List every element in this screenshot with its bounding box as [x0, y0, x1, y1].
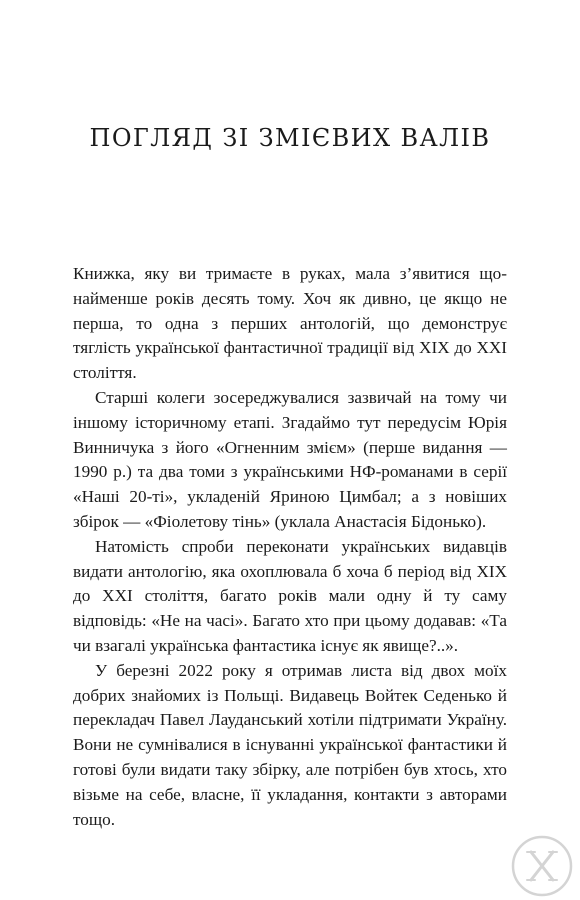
paragraph-3: Натомість спроби переконати українських видавців видати антологію, яка охоплювала б хоча б період від ХІХ до ХХІ століття, багато років мали одну й ту саму відповідь: «Не на часі». Багато хто при цьому додавав: «Та чи взагалі українська фантастика існує як явище?..». — [73, 536, 507, 655]
circle-x-seal-icon — [510, 834, 574, 898]
paragraph-1: Книжка, яку ви тримаєте в руках, мала з’явитися щонайменше років десять тому. Хоч як дивно, це якщо не перша, то одна з перших антологій, що демонструє тяглість української фантастичної традиції від ХІХ до ХХІ століття. — [73, 264, 507, 383]
paragraph-4: У березні 2022 року я отримав листа від двох моїх добрих знайомих із Польщі. Видавець Войтек Седенько й перекладач Павел Лауданський хотіли підтримати Україну. Вони не сумнівалися в існуванні української фантастики й готові були видати таку збірку, але потрібен був хтось, хто візьме на себе, власне, її укладання, контакти з авторами тощо. — [73, 660, 507, 829]
body-text — [73, 262, 507, 832]
chapter-title: ПОГЛЯД ЗІ ЗМІЄВИХ ВАЛІВ — [89, 124, 491, 152]
paragraph-2: Старші колеги зосереджувалися зазвичай на тому чи іншому історичному етапі. Згадаймо тут передусім Юрія Винничука з його «Огненним змієм» (перше видання — 1990 р.) та два томи з українськими НФ-романами в серії «Наші 20-ті», укладеній Яриною Цимбал; а з новіших збірок — «Фіолетову тінь» (уклала Анастасія Бідонько). — [73, 387, 507, 531]
